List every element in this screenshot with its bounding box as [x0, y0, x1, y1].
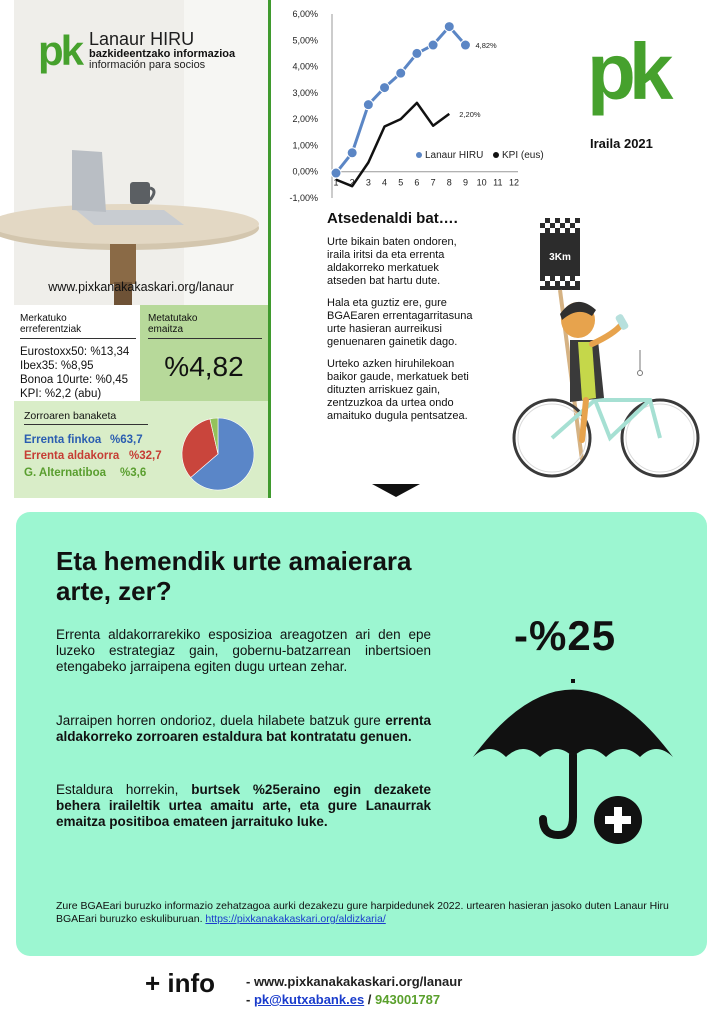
- market-row: KPI: %2,2 (abu): [20, 388, 102, 400]
- panel-text-bold: burtsek %25eraino egin dezakete behera iraileltik urtea amaitu arte, eta gure Lanaurrak emaitza positiboa emateen jarraituko luke.: [56, 782, 431, 829]
- article-title: Atsedenaldi bat….: [327, 210, 458, 227]
- panel-paragraph: Errenta aldakorrarekiko esposizioa areagotzen ari den epe luzeko estrategiaz gain, gobernu-batzarrean inbertsioen etengabeko jarraipena egiten dugu urtean zehar.: [56, 627, 431, 674]
- x-tick-label: 7: [430, 177, 436, 188]
- x-tick-label: 8: [446, 177, 452, 188]
- panel-paragraph: [56, 713, 431, 745]
- market-row: Eurostoxx50: %13,34: [20, 346, 130, 358]
- result-heading-line2: emaitza: [148, 324, 184, 335]
- allocation-row: [24, 450, 162, 462]
- market-row: Bonoa 10urte: %0,45: [20, 374, 129, 386]
- x-tick-label: 12: [508, 177, 520, 188]
- contact-email-phone: [246, 991, 462, 1009]
- portfolio-allocation: [14, 401, 268, 498]
- hedge-percentage: -%25: [514, 612, 617, 659]
- x-tick-label: 5: [398, 177, 404, 188]
- brand-title: Lanaur HIRU: [89, 29, 195, 49]
- article-paragraph: Urteko azken hiruhilekoan baikor gaude, merkatuek beti dituzten arriskuez gain, zentzuzkoa da urtea ondo amaituko dugula pentsatzea.: [327, 358, 469, 422]
- cyclist-illustration: [500, 210, 706, 480]
- allocation-value: %63,7: [110, 434, 143, 446]
- accumulated-result-heading: [148, 313, 262, 339]
- brand-subtitle-es: información para socios: [89, 59, 206, 72]
- contact-website[interactable]: - www.pixkanakakaskari.org/lanaur: [246, 974, 463, 989]
- panel-text: Jarraipen horren ondorioz, duela hilabete batzuk gure: [56, 713, 386, 728]
- market-references-heading: [20, 313, 136, 339]
- brand-text: [89, 30, 235, 72]
- data-point: [428, 40, 438, 50]
- hero-photo: [14, 0, 268, 305]
- panel-paragraph: [56, 782, 431, 830]
- data-point: [363, 100, 373, 110]
- plus-info-label: + info: [145, 968, 216, 998]
- allocation-value: %32,7: [129, 450, 162, 462]
- contact-email-link[interactable]: pk@kutxabank.es: [253, 992, 365, 1007]
- contact-phone[interactable]: 943001787: [375, 992, 441, 1007]
- accumulated-result-value: %4,82: [164, 351, 244, 382]
- series-line: [336, 103, 449, 186]
- market-heading-line2: erreferentziak: [20, 324, 82, 335]
- data-point: [380, 83, 390, 93]
- y-tick-label: 0,00%: [292, 166, 318, 177]
- market-references-list: [14, 305, 140, 401]
- series-end-label: 2,20%: [459, 109, 481, 119]
- data-point: [347, 148, 357, 158]
- x-tick-label: 9: [462, 177, 468, 188]
- y-tick-label: 5,00%: [292, 35, 318, 46]
- article: [327, 210, 477, 432]
- contact-lines: [246, 973, 462, 1009]
- data-point: [331, 168, 341, 178]
- umbrella-icon: [468, 677, 678, 847]
- y-tick-label: 6,00%: [292, 9, 318, 19]
- y-tick-label: 1,00%: [292, 140, 318, 151]
- allocation-label: Errenta aldakorra: [24, 450, 120, 462]
- arrow-down-icon: [372, 484, 420, 497]
- market-heading-line1: Merkatuko: [20, 313, 67, 324]
- panel-footnote: [56, 900, 676, 926]
- allocation-value: %3,6: [120, 467, 147, 479]
- brand-block: [38, 27, 236, 74]
- x-tick-label: 10: [476, 177, 487, 188]
- legend-marker: [493, 152, 499, 158]
- accumulated-result: [140, 305, 268, 401]
- article-paragraph: Urte bikain baten ondoren, iraila iritsi da eta errenta aldakorreko merkatuek atseden bat hartu dute.: [327, 236, 457, 287]
- sign-text: 3Km: [549, 252, 571, 263]
- series-end-label: 4,82%: [475, 41, 497, 51]
- y-tick-label: 4,00%: [292, 61, 318, 72]
- y-tick-label: 2,00%: [292, 114, 318, 125]
- plus-circle-icon: [594, 796, 642, 844]
- outlook-panel: [16, 512, 707, 956]
- allocation-pie-chart: [180, 416, 256, 492]
- data-point: [444, 22, 454, 32]
- performance-line-chart: [281, 0, 544, 208]
- panel-text: Estaldura horrekin,: [56, 782, 192, 797]
- x-tick-label: 4: [382, 177, 388, 188]
- result-heading-line1: Metatutako: [148, 313, 198, 324]
- allocation-label: Errenta finkoa: [24, 434, 102, 446]
- legend-label: KPI (eus): [502, 150, 544, 161]
- data-point: [460, 40, 470, 50]
- data-point: [412, 48, 422, 58]
- market-references: [14, 305, 268, 401]
- x-tick-label: 2: [349, 177, 355, 188]
- x-tick-label: 3: [365, 177, 371, 188]
- legend-marker: [416, 152, 422, 158]
- brand-subtitle-eu: bazkideentzako informazioa: [89, 47, 236, 60]
- panel-text-bold: errenta aldakorreko zorroaren estaldura bat kontratatu genuen.: [56, 713, 431, 744]
- y-tick-label: -1,00%: [289, 193, 318, 203]
- legend-label: Lanaur HIRU: [425, 150, 484, 161]
- contact-prefix: -: [246, 992, 254, 1007]
- allocation-heading: Zorroaren banaketa: [24, 410, 148, 425]
- allocation-row: [24, 467, 146, 479]
- panel-title: Eta hemendik urte amaierara arte, zer?: [56, 546, 412, 606]
- left-column: [14, 0, 271, 498]
- magazine-link[interactable]: https://pixkanakakaskari.org/aldizkaria/: [205, 913, 386, 925]
- contact-separator: /: [364, 992, 376, 1007]
- pk-logo: pk: [38, 27, 82, 74]
- allocation-row: [24, 434, 143, 446]
- y-tick-label: 3,00%: [292, 87, 318, 98]
- x-tick-label: 11: [493, 177, 503, 188]
- pk-logo-large: pk: [587, 27, 667, 116]
- x-tick-label: 1: [333, 177, 339, 188]
- footnote-text: Zure BGAEari buruzko informazio zehatzagoa aurki dezakezu gure harpidedunek 2022. urtearen hasieran jasoko duten Lanaur Hiru BGAEari buruzko eskuliburuan.: [56, 900, 669, 925]
- allocation-label: G. Alternatiboa: [24, 467, 106, 479]
- data-point: [396, 68, 406, 78]
- article-paragraph: Hala eta guztiz ere, gure BGAEaren errentagarritasuna urte hasieran aurreikusi genuenaren gainetik dago.: [327, 297, 473, 348]
- checkered-banner: [540, 218, 580, 290]
- issue-date: Iraila 2021: [590, 136, 653, 151]
- x-tick-label: 6: [414, 177, 420, 188]
- market-row: Ibex35: %8,95: [20, 360, 94, 372]
- website-link[interactable]: www.pixkanakakaskari.org/lanaur: [48, 280, 234, 294]
